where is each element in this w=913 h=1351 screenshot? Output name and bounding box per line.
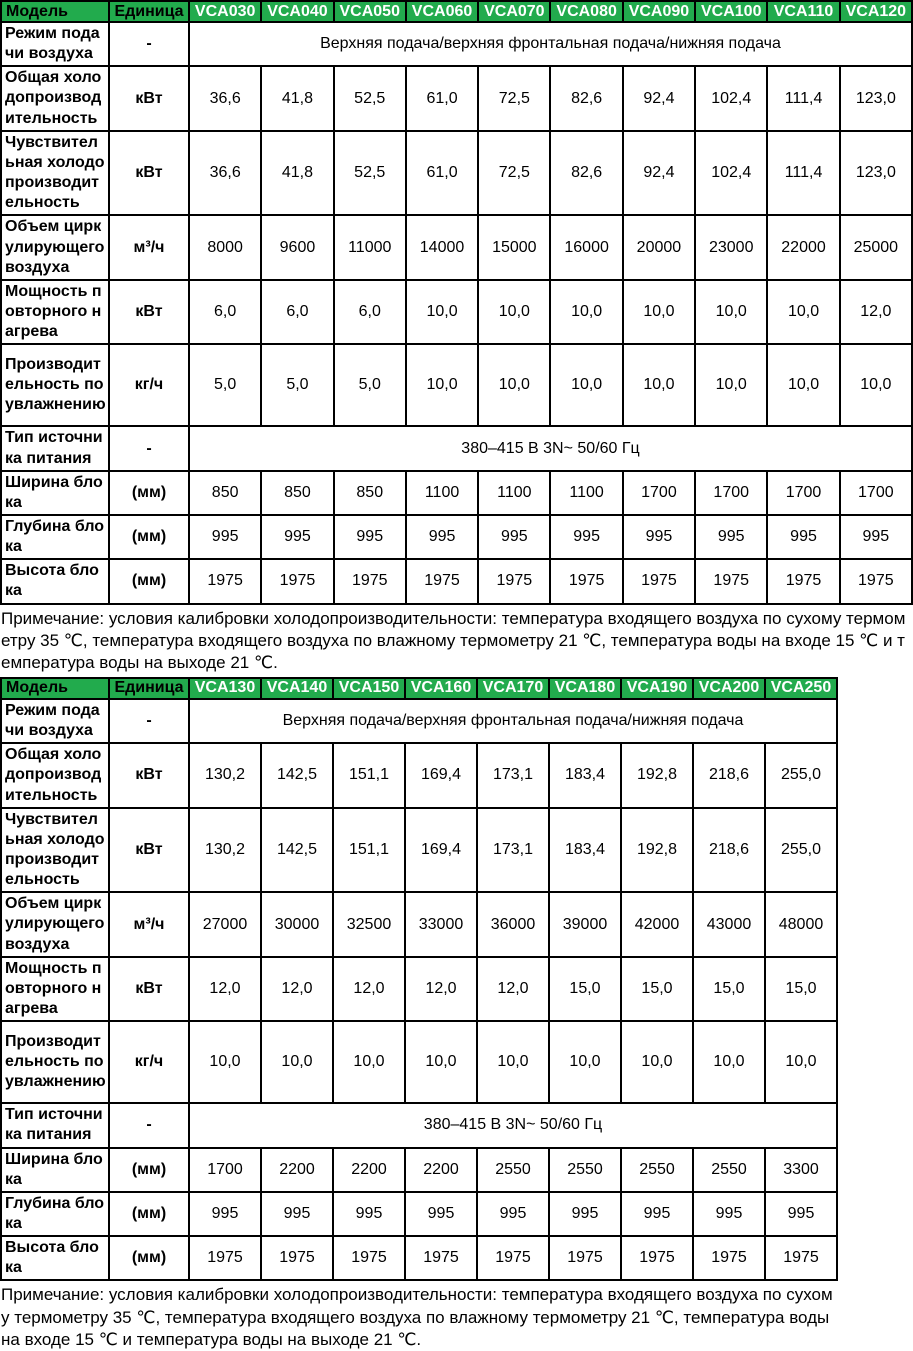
spec-unit-cell: кВт: [109, 280, 189, 344]
model-column-header: VCA050: [334, 1, 406, 22]
spec-value-cell: 2550: [693, 1148, 765, 1192]
table-section-vca030-120: [0, 0, 913, 674]
spec-unit-cell: -: [109, 22, 189, 66]
spec-unit-cell: -: [109, 699, 189, 743]
spec-value-cell: 1975: [477, 1236, 549, 1280]
table-row: [1, 699, 837, 743]
spec-unit-cell: кВт: [109, 808, 189, 893]
spec-value-cell: 151,1: [333, 808, 405, 893]
spec-value-cell: 10,0: [765, 1021, 837, 1103]
table-section-vca130-250: [0, 677, 913, 1351]
table-header-row: [1, 678, 837, 699]
table-row: [1, 1148, 837, 1192]
model-column-header: VCA070: [478, 1, 550, 22]
spec-value-cell: 1975: [334, 559, 406, 603]
spec-value-cell: 995: [478, 515, 550, 559]
table-row: [1, 66, 912, 130]
model-column-header: VCA160: [405, 678, 477, 699]
spec-value-cell: 82,6: [550, 131, 622, 216]
spec-value-cell: 10,0: [406, 280, 478, 344]
table-row: [1, 280, 912, 344]
table-row: [1, 131, 912, 216]
spec-unit-cell: (мм): [109, 1192, 189, 1236]
model-column-header: VCA170: [477, 678, 549, 699]
spec-unit-cell: м³/ч: [109, 215, 189, 279]
spec-unit-cell: кВт: [109, 957, 189, 1021]
spec-value-cell: 183,4: [549, 743, 621, 807]
spec-value-cell: 102,4: [695, 66, 767, 130]
table-header-row: [1, 1, 912, 22]
spec-value-cell: 6,0: [189, 280, 261, 344]
spec-row-label: Глубина блока: [1, 1192, 109, 1236]
spec-value-cell: 10,0: [478, 280, 550, 344]
spec-unit-cell: (мм): [109, 1236, 189, 1280]
spec-value-cell: 10,0: [477, 1021, 549, 1103]
spec-value-cell: 15000: [478, 215, 550, 279]
spec-value-cell: 995: [189, 515, 261, 559]
table-row: [1, 22, 912, 66]
spec-value-cell: 92,4: [623, 66, 695, 130]
spec-row-label: Мощность повторного нагрева: [1, 280, 109, 344]
spec-value-cell: 2550: [477, 1148, 549, 1192]
spec-value-cell: 995: [840, 515, 912, 559]
merged-value-cell: Верхняя подача/верхняя фронтальная подача/нижняя подача: [189, 699, 837, 743]
spec-value-cell: 1700: [767, 471, 839, 515]
spec-value-cell: 6,0: [261, 280, 333, 344]
spec-table-vca030-120: [0, 0, 913, 605]
spec-value-cell: 10,0: [550, 280, 622, 344]
spec-row-label: Режим подачи воздуха: [1, 22, 109, 66]
note-text: Примечание: условия калибровки холодопроизводительности: температура входящего воздуха по сухому термометру 35 ℃, температура входящего воздуха по влажному термометру 21 ℃, температура воды на входе 15 ℃ и температура воды на выходе 21 ℃.: [1, 608, 906, 672]
spec-value-cell: 10,0: [621, 1021, 693, 1103]
model-header-cell: Модель: [1, 1, 109, 22]
spec-value-cell: 27000: [189, 892, 261, 956]
spec-unit-cell: -: [109, 1103, 189, 1147]
spec-unit-cell: (мм): [109, 515, 189, 559]
spec-value-cell: 2200: [261, 1148, 333, 1192]
merged-value-cell: 380–415 В 3N~ 50/60 Гц: [189, 1103, 837, 1147]
spec-value-cell: 41,8: [261, 66, 333, 130]
spec-value-cell: 995: [550, 515, 622, 559]
spec-unit-cell: (мм): [109, 471, 189, 515]
table-row: [1, 215, 912, 279]
table-row: [1, 892, 837, 956]
spec-value-cell: 1975: [767, 559, 839, 603]
spec-value-cell: 1975: [189, 1236, 261, 1280]
spec-value-cell: 10,0: [550, 344, 622, 426]
spec-value-cell: 22000: [767, 215, 839, 279]
spec-value-cell: 995: [334, 515, 406, 559]
spec-value-cell: 995: [621, 1192, 693, 1236]
spec-value-cell: 10,0: [767, 280, 839, 344]
model-column-header: VCA140: [261, 678, 333, 699]
spec-value-cell: 52,5: [334, 66, 406, 130]
spec-value-cell: 1975: [695, 559, 767, 603]
table-row: [1, 515, 912, 559]
spec-unit-cell: кВт: [109, 131, 189, 216]
spec-value-cell: 192,8: [621, 808, 693, 893]
spec-value-cell: 1100: [550, 471, 622, 515]
spec-value-cell: 995: [333, 1192, 405, 1236]
spec-value-cell: 5,0: [261, 344, 333, 426]
spec-value-cell: 111,4: [767, 66, 839, 130]
spec-value-cell: 10,0: [405, 1021, 477, 1103]
table-row: [1, 743, 837, 807]
spec-value-cell: 23000: [695, 215, 767, 279]
spec-value-cell: 1700: [623, 471, 695, 515]
spec-value-cell: 1975: [765, 1236, 837, 1280]
spec-row-label: Производительность по увлажнению: [1, 1021, 109, 1103]
spec-value-cell: 15,0: [765, 957, 837, 1021]
spec-value-cell: 1975: [261, 559, 333, 603]
spec-row-label: Чувствительная холодопроизводительность: [1, 808, 109, 893]
spec-row-label: Режим подачи воздуха: [1, 699, 109, 743]
spec-value-cell: 192,8: [621, 743, 693, 807]
spec-value-cell: 130,2: [189, 743, 261, 807]
spec-value-cell: 16000: [550, 215, 622, 279]
model-column-header: VCA030: [189, 1, 261, 22]
spec-row-label: Мощность повторного нагрева: [1, 957, 109, 1021]
table-row: [1, 559, 912, 603]
spec-table-vca130-250: [0, 677, 838, 1282]
spec-value-cell: 10,0: [261, 1021, 333, 1103]
spec-value-cell: 1975: [478, 559, 550, 603]
spec-value-cell: 92,4: [623, 131, 695, 216]
table-row: [1, 1103, 837, 1147]
spec-value-cell: 12,0: [840, 280, 912, 344]
spec-unit-cell: кВт: [109, 66, 189, 130]
spec-value-cell: 36000: [477, 892, 549, 956]
spec-value-cell: 5,0: [189, 344, 261, 426]
spec-value-cell: 995: [765, 1192, 837, 1236]
spec-value-cell: 12,0: [333, 957, 405, 1021]
spec-value-cell: 10,0: [623, 344, 695, 426]
table-row: [1, 808, 837, 893]
spec-value-cell: 12,0: [261, 957, 333, 1021]
spec-value-cell: 8000: [189, 215, 261, 279]
spec-value-cell: 169,4: [405, 808, 477, 893]
spec-value-cell: 10,0: [549, 1021, 621, 1103]
spec-value-cell: 1975: [261, 1236, 333, 1280]
model-column-header: VCA250: [765, 678, 837, 699]
spec-value-cell: 61,0: [406, 66, 478, 130]
spec-value-cell: 10,0: [695, 344, 767, 426]
spec-value-cell: 111,4: [767, 131, 839, 216]
model-column-header: VCA040: [261, 1, 333, 22]
spec-value-cell: 9600: [261, 215, 333, 279]
spec-value-cell: 2550: [549, 1148, 621, 1192]
spec-value-cell: 5,0: [334, 344, 406, 426]
spec-value-cell: 102,4: [695, 131, 767, 216]
spec-row-label: Ширина блока: [1, 471, 109, 515]
table-row: [1, 426, 912, 470]
spec-unit-cell: м³/ч: [109, 892, 189, 956]
spec-row-label: Тип источника питания: [1, 426, 109, 470]
spec-row-label: Чувствительная холодопроизводительность: [1, 131, 109, 216]
spec-value-cell: 82,6: [550, 66, 622, 130]
spec-value-cell: 36,6: [189, 131, 261, 216]
spec-value-cell: 995: [623, 515, 695, 559]
spec-value-cell: 850: [334, 471, 406, 515]
spec-value-cell: 142,5: [261, 808, 333, 893]
spec-row-label: Глубина блока: [1, 515, 109, 559]
spec-value-cell: 48000: [765, 892, 837, 956]
spec-value-cell: 52,5: [334, 131, 406, 216]
unit-header-cell: Единица: [109, 1, 189, 22]
spec-value-cell: 130,2: [189, 808, 261, 893]
spec-value-cell: 995: [261, 515, 333, 559]
spec-value-cell: 1975: [621, 1236, 693, 1280]
spec-value-cell: 123,0: [840, 66, 912, 130]
spec-value-cell: 10,0: [840, 344, 912, 426]
spec-value-cell: 142,5: [261, 743, 333, 807]
spec-value-cell: 10,0: [695, 280, 767, 344]
spec-value-cell: 61,0: [406, 131, 478, 216]
spec-value-cell: 32500: [333, 892, 405, 956]
spec-value-cell: 995: [695, 515, 767, 559]
spec-row-label: Высота блока: [1, 559, 109, 603]
spec-value-cell: 169,4: [405, 743, 477, 807]
model-column-header: VCA120: [840, 1, 912, 22]
unit-header-cell: Единица: [109, 678, 189, 699]
spec-value-cell: 39000: [549, 892, 621, 956]
spec-value-cell: 1700: [189, 1148, 261, 1192]
spec-unit-cell: кг/ч: [109, 344, 189, 426]
spec-value-cell: 33000: [405, 892, 477, 956]
model-header-cell: Модель: [1, 678, 109, 699]
spec-value-cell: 1975: [693, 1236, 765, 1280]
spec-value-cell: 11000: [334, 215, 406, 279]
spec-unit-cell: кг/ч: [109, 1021, 189, 1103]
spec-value-cell: 218,6: [693, 743, 765, 807]
spec-value-cell: 123,0: [840, 131, 912, 216]
spec-unit-cell: (мм): [109, 1148, 189, 1192]
spec-value-cell: 1975: [189, 559, 261, 603]
spec-value-cell: 15,0: [693, 957, 765, 1021]
spec-value-cell: 218,6: [693, 808, 765, 893]
spec-value-cell: 995: [767, 515, 839, 559]
spec-value-cell: 1975: [550, 559, 622, 603]
model-column-header: VCA190: [621, 678, 693, 699]
spec-value-cell: 72,5: [478, 66, 550, 130]
spec-value-cell: 255,0: [765, 808, 837, 893]
model-column-header: VCA110: [767, 1, 839, 22]
model-column-header: VCA200: [693, 678, 765, 699]
note-text: Примечание: условия калибровки холодопроизводительности: температура входящего воздуха по сухому термометру 35 ℃, температура входящего воздуха по влажному термометру 21 ℃, температура воды на входе 15 ℃ и температура воды на выходе 21 ℃.: [1, 1285, 833, 1349]
spec-unit-cell: кВт: [109, 743, 189, 807]
spec-value-cell: 995: [189, 1192, 261, 1236]
merged-value-cell: 380–415 В 3N~ 50/60 Гц: [189, 426, 912, 470]
spec-value-cell: 1100: [406, 471, 478, 515]
spec-value-cell: 151,1: [333, 743, 405, 807]
table-row: [1, 471, 912, 515]
spec-unit-cell: -: [109, 426, 189, 470]
spec-value-cell: 995: [405, 1192, 477, 1236]
spec-value-cell: 41,8: [261, 131, 333, 216]
table-row: [1, 1192, 837, 1236]
spec-value-cell: 1700: [840, 471, 912, 515]
spec-value-cell: 995: [406, 515, 478, 559]
spec-value-cell: 995: [261, 1192, 333, 1236]
spec-row-label: Производительность по увлажнению: [1, 344, 109, 426]
spec-value-cell: 1975: [623, 559, 695, 603]
model-column-header: VCA130: [189, 678, 261, 699]
merged-value-cell: Верхняя подача/верхняя фронтальная подача/нижняя подача: [189, 22, 912, 66]
spec-value-cell: 30000: [261, 892, 333, 956]
spec-value-cell: 10,0: [478, 344, 550, 426]
spec-value-cell: 995: [693, 1192, 765, 1236]
spec-value-cell: 42000: [621, 892, 693, 956]
spec-value-cell: 1975: [406, 559, 478, 603]
spec-value-cell: 850: [261, 471, 333, 515]
spec-row-label: Высота блока: [1, 1236, 109, 1280]
spec-value-cell: 850: [189, 471, 261, 515]
spec-value-cell: 12,0: [405, 957, 477, 1021]
model-column-header: VCA180: [549, 678, 621, 699]
model-column-header: VCA080: [550, 1, 622, 22]
spec-value-cell: 10,0: [623, 280, 695, 344]
spec-value-cell: 72,5: [478, 131, 550, 216]
table-row: [1, 1236, 837, 1280]
model-column-header: VCA090: [623, 1, 695, 22]
spec-value-cell: 10,0: [333, 1021, 405, 1103]
spec-value-cell: 995: [477, 1192, 549, 1236]
spec-value-cell: 1975: [333, 1236, 405, 1280]
table-row: [1, 957, 837, 1021]
spec-value-cell: 1700: [695, 471, 767, 515]
spec-value-cell: 1975: [840, 559, 912, 603]
spec-value-cell: 1975: [549, 1236, 621, 1280]
spec-value-cell: 1975: [405, 1236, 477, 1280]
spec-unit-cell: (мм): [109, 559, 189, 603]
spec-row-label: Общая холодопроизводительность: [1, 743, 109, 807]
spec-value-cell: 10,0: [406, 344, 478, 426]
model-column-header: VCA150: [333, 678, 405, 699]
spec-value-cell: 255,0: [765, 743, 837, 807]
spec-row-label: Общая холодопроизводительность: [1, 66, 109, 130]
spec-value-cell: 12,0: [189, 957, 261, 1021]
table-row: [1, 1021, 837, 1103]
spec-value-cell: 3300: [765, 1148, 837, 1192]
spec-row-label: Тип источника питания: [1, 1103, 109, 1147]
spec-value-cell: 183,4: [549, 808, 621, 893]
spec-value-cell: 14000: [406, 215, 478, 279]
spec-value-cell: 6,0: [334, 280, 406, 344]
model-column-header: VCA060: [406, 1, 478, 22]
model-column-header: VCA100: [695, 1, 767, 22]
spec-row-label: Ширина блока: [1, 1148, 109, 1192]
spec-value-cell: 2200: [333, 1148, 405, 1192]
spec-value-cell: 15,0: [549, 957, 621, 1021]
spec-value-cell: 25000: [840, 215, 912, 279]
spec-value-cell: 173,1: [477, 808, 549, 893]
spec-value-cell: 20000: [623, 215, 695, 279]
spec-row-label: Объем циркулирующего воздуха: [1, 215, 109, 279]
spec-value-cell: 173,1: [477, 743, 549, 807]
spec-value-cell: 12,0: [477, 957, 549, 1021]
spec-row-label: Объем циркулирующего воздуха: [1, 892, 109, 956]
spec-value-cell: 43000: [693, 892, 765, 956]
spec-value-cell: 10,0: [189, 1021, 261, 1103]
spec-value-cell: 36,6: [189, 66, 261, 130]
spec-value-cell: 10,0: [767, 344, 839, 426]
spec-value-cell: 15,0: [621, 957, 693, 1021]
spec-value-cell: 995: [549, 1192, 621, 1236]
spec-value-cell: 10,0: [693, 1021, 765, 1103]
spec-value-cell: 1100: [478, 471, 550, 515]
spec-value-cell: 2550: [621, 1148, 693, 1192]
spec-value-cell: 2200: [405, 1148, 477, 1192]
table-row: [1, 344, 912, 426]
